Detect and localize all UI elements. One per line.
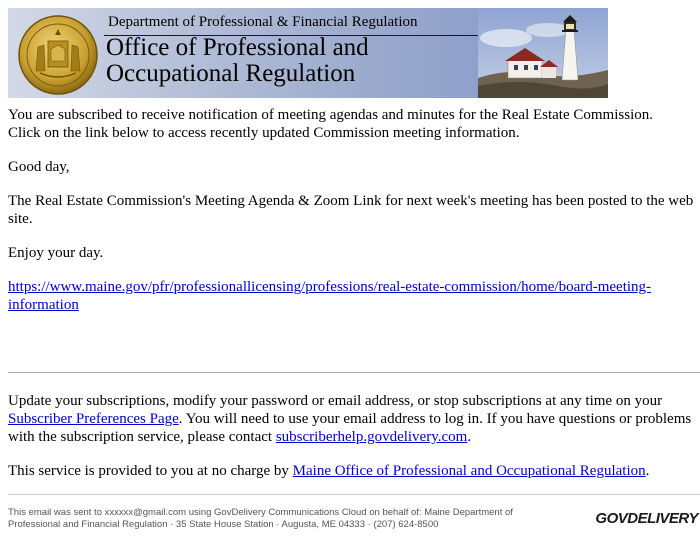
office-title <box>106 35 369 87</box>
department-name: Department of Professional & Financial Regulation <box>108 14 418 30</box>
subscriber-preferences-link[interactable]: Subscriber Preferences Page <box>8 411 179 427</box>
login-text: . You will need to use your email address to log in. If you have questions or problems with the subscription service, please contact <box>8 411 692 445</box>
fine-print <box>8 507 568 531</box>
service-period: . <box>645 463 650 479</box>
intro-line1: You are subscribed to receive notification of meeting agendas and minutes for the Real Estate Commission. <box>8 107 653 123</box>
maine-state-seal-icon <box>18 15 98 95</box>
header-banner <box>8 8 608 98</box>
fine-print-divider <box>8 494 700 495</box>
closing-text: Enjoy your day. <box>8 245 104 261</box>
meeting-link-line1: https://www.maine.gov/pfr/professionallicensing/professions/real-estate-commission/home/board-meeting- <box>8 279 652 295</box>
fine-print-line1: This email was sent to xxxxxx@gmail.com using GovDelivery Communications Cloud on behalf of: Maine Department of <box>8 507 513 518</box>
lighthouse-photo-icon <box>478 8 608 98</box>
govdelivery-logo: GOVDELIVERY <box>595 510 698 527</box>
intro-line2: Click on the link below to access recently updated Commission meeting information. <box>8 125 520 141</box>
office-title-line1: Office of Professional and <box>106 34 369 61</box>
service-paragraph <box>8 462 700 480</box>
subscription-footer <box>8 392 700 496</box>
intro-paragraph <box>8 106 700 142</box>
meeting-link-line2: information <box>8 297 79 313</box>
announcement-text: The Real Estate Commission's Meeting Agenda & Zoom Link for next week's meeting has been posted to the web site. <box>8 193 694 227</box>
service-text: This service is provided to you at no charge by <box>8 463 293 479</box>
subscriber-help-link[interactable]: subscriberhelp.govdelivery.com <box>275 429 468 445</box>
email-body <box>8 106 700 330</box>
office-title-line2: Occupational Regulation <box>106 60 356 87</box>
update-text: Update your subscriptions, modify your password or email address, or stop subscriptions at any time on your <box>8 393 663 409</box>
fine-print-line2: Professional and Financial Regulation · 35 State House Station · Augusta, ME 04333 · (207) 624-8500 <box>8 519 439 530</box>
footer-divider <box>8 372 700 373</box>
meeting-info-link[interactable] <box>8 279 651 313</box>
maine-office-link[interactable]: Maine Office of Professional and Occupational Regulation <box>292 463 646 479</box>
greeting-text: Good day, <box>8 159 70 175</box>
subscription-paragraph <box>8 392 700 446</box>
meeting-info-paragraph <box>8 278 700 314</box>
period-text: . <box>467 429 472 445</box>
